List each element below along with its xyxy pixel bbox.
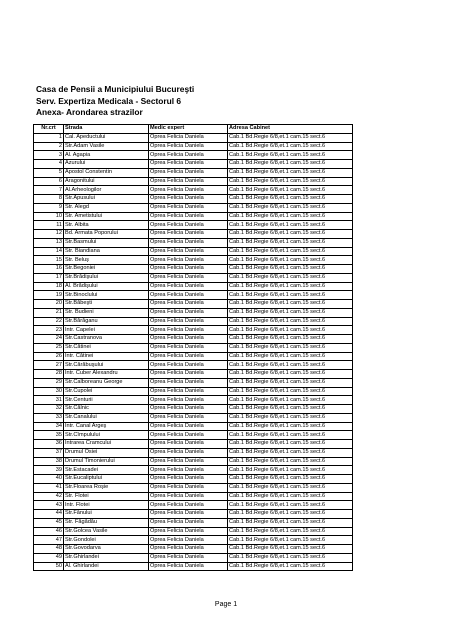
cell-medic: Oprea Felicia Daniela — [149, 466, 228, 475]
cell-strada: Al. Brădişului — [64, 282, 149, 291]
cell-adresa: Cab.1 Bd.Regie 6/8,et.1 cam.15 sect.6 — [228, 562, 353, 571]
cell-nr: 18 — [34, 282, 64, 291]
table-row — [34, 317, 353, 326]
table-row — [34, 396, 353, 405]
cell-adresa: Cab.1 Bd.Regie 6/8,et.1 cam.15 sect.6 — [228, 378, 353, 387]
cell-strada: Apostol Constentin — [64, 168, 149, 177]
cell-strada: Str.Băbeşti — [64, 300, 149, 309]
cell-medic: Oprea Felicia Daniela — [149, 186, 228, 195]
cell-medic: Oprea Felicia Daniela — [149, 300, 228, 309]
table-row — [34, 168, 353, 177]
cell-medic: Oprea Felicia Daniela — [149, 133, 228, 142]
table-row — [34, 256, 353, 265]
cell-strada: Intr. Cătinei — [64, 352, 149, 361]
streets-table — [33, 124, 353, 571]
cell-medic: Oprea Felicia Daniela — [149, 483, 228, 492]
cell-nr: 44 — [34, 510, 64, 519]
cell-adresa: Cab.1 Bd.Regie 6/8,et.1 cam.15 sect.6 — [228, 300, 353, 309]
cell-nr: 22 — [34, 317, 64, 326]
page-number: Page 1 — [214, 601, 238, 608]
cell-strada: Str. Albita — [64, 221, 149, 230]
cell-nr: 25 — [34, 343, 64, 352]
table-row — [34, 335, 353, 344]
table-row — [34, 230, 353, 239]
cell-nr: 39 — [34, 466, 64, 475]
cell-adresa: Cab.1 Bd.Regie 6/8,et.1 cam.15 sect.6 — [228, 370, 353, 379]
cell-medic: Oprea Felicia Daniela — [149, 536, 228, 545]
cell-strada: Str. Flotei — [64, 492, 149, 501]
cell-strada: Al.Arheologilor — [64, 186, 149, 195]
cell-nr: 21 — [34, 308, 64, 317]
cell-nr: 42 — [34, 492, 64, 501]
table-row — [34, 352, 353, 361]
cell-strada: Str. Ametistului — [64, 212, 149, 221]
cell-adresa: Cab.1 Bd.Regie 6/8,et.1 cam.15 sect.6 — [228, 151, 353, 160]
cell-adresa: Cab.1 Bd.Regie 6/8,et.1 cam.15 sect.6 — [228, 273, 353, 282]
cell-nr: 38 — [34, 457, 64, 466]
table-row — [34, 536, 353, 545]
table-row — [34, 203, 353, 212]
cell-strada: Str. Alegd — [64, 203, 149, 212]
cell-strada: Intr. Cuber Alexandru — [64, 370, 149, 379]
cell-adresa: Cab.1 Bd.Regie 6/8,et.1 cam.15 sect.6 — [228, 361, 353, 370]
cell-medic: Oprea Felicia Daniela — [149, 545, 228, 554]
cell-strada: Str.Centurii — [64, 396, 149, 405]
cell-adresa: Cab.1 Bd.Regie 6/8,et.1 cam.15 sect.6 — [228, 545, 353, 554]
cell-strada: Str.Brădişului — [64, 273, 149, 282]
cell-medic: Oprea Felicia Daniela — [149, 308, 228, 317]
cell-nr: 49 — [34, 553, 64, 562]
cell-nr: 1 — [34, 133, 64, 142]
table-row — [34, 133, 353, 142]
table-row — [34, 562, 353, 571]
cell-nr: 37 — [34, 448, 64, 457]
cell-medic: Oprea Felicia Daniela — [149, 247, 228, 256]
cell-nr: 43 — [34, 501, 64, 510]
cell-medic: Oprea Felicia Daniela — [149, 413, 228, 422]
table-row — [34, 291, 353, 300]
cell-medic: Oprea Felicia Daniela — [149, 203, 228, 212]
cell-strada: Cal. Apeductului — [64, 133, 149, 142]
cell-strada: Str.Gondolei — [64, 536, 149, 545]
cell-nr: 40 — [34, 475, 64, 484]
cell-medic: Oprea Felicia Daniela — [149, 221, 228, 230]
table-row — [34, 177, 353, 186]
cell-strada: Intrarea Cramcului — [64, 440, 149, 449]
cell-strada: Str.Estacadei — [64, 466, 149, 475]
cell-nr: 2 — [34, 142, 64, 151]
column-header-medic: Medic expert — [149, 125, 228, 134]
cell-medic: Oprea Felicia Daniela — [149, 238, 228, 247]
cell-strada: Al. Ghirlandei — [64, 562, 149, 571]
cell-adresa: Cab.1 Bd.Regie 6/8,et.1 cam.15 sect.6 — [228, 492, 353, 501]
cell-strada: Aragonitului — [64, 177, 149, 186]
cell-strada: Azurului — [64, 160, 149, 169]
cell-adresa: Cab.1 Bd.Regie 6/8,et.1 cam.15 sect.6 — [228, 448, 353, 457]
cell-medic: Oprea Felicia Daniela — [149, 195, 228, 204]
cell-medic: Oprea Felicia Daniela — [149, 230, 228, 239]
cell-medic: Oprea Felicia Daniela — [149, 422, 228, 431]
table-row — [34, 475, 353, 484]
department-title: Serv. Expertiza Medicala - Sectorul 6 — [36, 95, 182, 106]
cell-adresa: Cab.1 Bd.Regie 6/8,et.1 cam.15 sect.6 — [228, 396, 353, 405]
table-row — [34, 492, 353, 501]
cell-adresa: Cab.1 Bd.Regie 6/8,et.1 cam.15 sect.6 — [228, 203, 353, 212]
cell-adresa: Cab.1 Bd.Regie 6/8,et.1 cam.15 sect.6 — [228, 282, 353, 291]
cell-strada: Drumul Osiei — [64, 448, 149, 457]
cell-medic: Oprea Felicia Daniela — [149, 492, 228, 501]
cell-nr: 16 — [34, 265, 64, 274]
cell-adresa: Cab.1 Bd.Regie 6/8,et.1 cam.15 sect.6 — [228, 212, 353, 221]
cell-adresa: Cab.1 Bd.Regie 6/8,et.1 cam.15 sect.6 — [228, 536, 353, 545]
cell-strada: Str.Basmului — [64, 238, 149, 247]
cell-nr: 33 — [34, 413, 64, 422]
cell-medic: Oprea Felicia Daniela — [149, 326, 228, 335]
cell-nr: 8 — [34, 195, 64, 204]
cell-adresa: Cab.1 Bd.Regie 6/8,et.1 cam.15 sect.6 — [228, 527, 353, 536]
cell-nr: 32 — [34, 405, 64, 414]
cell-strada: Str.Ghirlandei — [64, 553, 149, 562]
cell-adresa: Cab.1 Bd.Regie 6/8,et.1 cam.15 sect.6 — [228, 230, 353, 239]
table-row — [34, 457, 353, 466]
cell-strada: Str.Cătinei — [64, 343, 149, 352]
cell-strada: Str.Castranova — [64, 335, 149, 344]
cell-strada: Str.Golcea Vasile — [64, 527, 149, 536]
cell-nr: 20 — [34, 300, 64, 309]
cell-nr: 35 — [34, 431, 64, 440]
cell-adresa: Cab.1 Bd.Regie 6/8,et.1 cam.15 sect.6 — [228, 518, 353, 527]
table-row — [34, 326, 353, 335]
cell-strada: Intr. Canal Argeş — [64, 422, 149, 431]
cell-adresa: Cab.1 Bd.Regie 6/8,et.1 cam.15 sect.6 — [228, 387, 353, 396]
cell-adresa: Cab.1 Bd.Regie 6/8,et.1 cam.15 sect.6 — [228, 405, 353, 414]
table-row — [34, 300, 353, 309]
cell-medic: Oprea Felicia Daniela — [149, 160, 228, 169]
cell-nr: 17 — [34, 273, 64, 282]
cell-medic: Oprea Felicia Daniela — [149, 168, 228, 177]
table-row — [34, 422, 353, 431]
cell-medic: Oprea Felicia Daniela — [149, 553, 228, 562]
cell-medic: Oprea Felicia Daniela — [149, 562, 228, 571]
cell-medic: Oprea Felicia Daniela — [149, 151, 228, 160]
table-row — [34, 142, 353, 151]
cell-nr: 29 — [34, 378, 64, 387]
cell-adresa: Cab.1 Bd.Regie 6/8,et.1 cam.15 sect.6 — [228, 326, 353, 335]
cell-strada: Str. Biandiana — [64, 247, 149, 256]
cell-medic: Oprea Felicia Daniela — [149, 352, 228, 361]
table-row — [34, 518, 353, 527]
table-row — [34, 413, 353, 422]
cell-medic: Oprea Felicia Daniela — [149, 378, 228, 387]
table-row — [34, 195, 353, 204]
cell-nr: 34 — [34, 422, 64, 431]
cell-nr: 11 — [34, 221, 64, 230]
cell-medic: Oprea Felicia Daniela — [149, 265, 228, 274]
cell-medic: Oprea Felicia Daniela — [149, 510, 228, 519]
cell-adresa: Cab.1 Bd.Regie 6/8,et.1 cam.15 sect.6 — [228, 195, 353, 204]
cell-nr: 23 — [34, 326, 64, 335]
cell-medic: Oprea Felicia Daniela — [149, 387, 228, 396]
table-row — [34, 483, 353, 492]
column-header-strada: Strada — [64, 125, 149, 134]
cell-nr: 26 — [34, 352, 64, 361]
cell-nr: 28 — [34, 370, 64, 379]
cell-nr: 27 — [34, 361, 64, 370]
table-row — [34, 405, 353, 414]
cell-adresa: Cab.1 Bd.Regie 6/8,et.1 cam.15 sect.6 — [228, 238, 353, 247]
cell-nr: 45 — [34, 518, 64, 527]
cell-medic: Oprea Felicia Daniela — [149, 527, 228, 536]
cell-medic: Oprea Felicia Daniela — [149, 212, 228, 221]
document-header — [36, 84, 194, 119]
cell-strada: Str.Cărăbuşului — [64, 361, 149, 370]
column-header-adresa: Adresa Cabinet — [228, 125, 353, 134]
cell-nr: 3 — [34, 151, 64, 160]
table-row — [34, 282, 353, 291]
cell-strada: Str. Budieni — [64, 308, 149, 317]
cell-adresa: Cab.1 Bd.Regie 6/8,et.1 cam.15 sect.6 — [228, 247, 353, 256]
cell-strada: Str.Adam Vasile — [64, 142, 149, 151]
cell-nr: 30 — [34, 387, 64, 396]
cell-adresa: Cab.1 Bd.Regie 6/8,et.1 cam.15 sect.6 — [228, 142, 353, 151]
cell-adresa: Cab.1 Bd.Regie 6/8,et.1 cam.15 sect.6 — [228, 160, 353, 169]
cell-nr: 41 — [34, 483, 64, 492]
cell-strada: Al. Agapia — [64, 151, 149, 160]
cell-nr: 6 — [34, 177, 64, 186]
table-row — [34, 160, 353, 169]
cell-medic: Oprea Felicia Daniela — [149, 343, 228, 352]
cell-nr: 5 — [34, 168, 64, 177]
cell-medic: Oprea Felicia Daniela — [149, 448, 228, 457]
cell-medic: Oprea Felicia Daniela — [149, 431, 228, 440]
table-row — [34, 361, 353, 370]
cell-medic: Oprea Felicia Daniela — [149, 282, 228, 291]
cell-adresa: Cab.1 Bd.Regie 6/8,et.1 cam.15 sect.6 — [228, 457, 353, 466]
table-row — [34, 343, 353, 352]
cell-adresa: Cab.1 Bd.Regie 6/8,et.1 cam.15 sect.6 — [228, 256, 353, 265]
table-row — [34, 440, 353, 449]
table-row — [34, 387, 353, 396]
cell-medic: Oprea Felicia Daniela — [149, 273, 228, 282]
cell-strada: Str. Beluş — [64, 256, 149, 265]
cell-adresa: Cab.1 Bd.Regie 6/8,et.1 cam.15 sect.6 — [228, 431, 353, 440]
cell-nr: 47 — [34, 536, 64, 545]
cell-adresa: Cab.1 Bd.Regie 6/8,et.1 cam.15 sect.6 — [228, 510, 353, 519]
cell-adresa: Cab.1 Bd.Regie 6/8,et.1 cam.15 sect.6 — [228, 553, 353, 562]
cell-adresa: Cab.1 Bd.Regie 6/8,et.1 cam.15 sect.6 — [228, 335, 353, 344]
cell-nr: 4 — [34, 160, 64, 169]
cell-medic: Oprea Felicia Daniela — [149, 405, 228, 414]
table-header-row — [34, 125, 353, 134]
cell-adresa: Cab.1 Bd.Regie 6/8,et.1 cam.15 sect.6 — [228, 265, 353, 274]
cell-nr: 13 — [34, 238, 64, 247]
cell-strada: Str.Floarea Roşie — [64, 483, 149, 492]
cell-nr: 15 — [34, 256, 64, 265]
cell-medic: Oprea Felicia Daniela — [149, 177, 228, 186]
table-row — [34, 238, 353, 247]
cell-medic: Oprea Felicia Daniela — [149, 475, 228, 484]
cell-strada: Str. Făgădău — [64, 518, 149, 527]
cell-strada: Drumul Timonierului — [64, 457, 149, 466]
cell-adresa: Cab.1 Bd.Regie 6/8,et.1 cam.15 sect.6 — [228, 168, 353, 177]
table-row — [34, 247, 353, 256]
table-row — [34, 265, 353, 274]
cell-nr: 46 — [34, 527, 64, 536]
cell-strada: Str.Fânului — [64, 510, 149, 519]
cell-medic: Oprea Felicia Daniela — [149, 370, 228, 379]
cell-strada: Str.Binoclului — [64, 291, 149, 300]
cell-strada: Str.Calboreanu George — [64, 378, 149, 387]
cell-strada: Str.Bărăganu — [64, 317, 149, 326]
cell-nr: 10 — [34, 212, 64, 221]
cell-strada: Str.Begoniei — [64, 265, 149, 274]
cell-adresa: Cab.1 Bd.Regie 6/8,et.1 cam.15 sect.6 — [228, 317, 353, 326]
cell-nr: 19 — [34, 291, 64, 300]
cell-medic: Oprea Felicia Daniela — [149, 361, 228, 370]
cell-medic: Oprea Felicia Daniela — [149, 256, 228, 265]
cell-medic: Oprea Felicia Daniela — [149, 335, 228, 344]
table-row — [34, 273, 353, 282]
cell-strada: Str.Apusului — [64, 195, 149, 204]
cell-medic: Oprea Felicia Daniela — [149, 396, 228, 405]
cell-strada: Str.Călnic — [64, 405, 149, 414]
cell-strada: Str.Govodarva — [64, 545, 149, 554]
cell-nr: 50 — [34, 562, 64, 571]
cell-medic: Oprea Felicia Daniela — [149, 291, 228, 300]
cell-medic: Oprea Felicia Daniela — [149, 142, 228, 151]
cell-adresa: Cab.1 Bd.Regie 6/8,et.1 cam.15 sect.6 — [228, 352, 353, 361]
table-row — [34, 545, 353, 554]
column-header-nr: Nr.crt — [34, 125, 64, 134]
cell-adresa: Cab.1 Bd.Regie 6/8,et.1 cam.15 sect.6 — [228, 466, 353, 475]
annex-title: Anexa- Arondarea strazilor — [36, 107, 143, 117]
cell-strada: Bd. Armata Poporului — [64, 230, 149, 239]
cell-medic: Oprea Felicia Daniela — [149, 518, 228, 527]
cell-strada: Intr. Capelei — [64, 326, 149, 335]
cell-adresa: Cab.1 Bd.Regie 6/8,et.1 cam.15 sect.6 — [228, 422, 353, 431]
cell-strada: Str.Cupolei — [64, 387, 149, 396]
table-row — [34, 186, 353, 195]
table-row — [34, 378, 353, 387]
table-row — [34, 212, 353, 221]
cell-nr: 31 — [34, 396, 64, 405]
cell-nr: 36 — [34, 440, 64, 449]
cell-adresa: Cab.1 Bd.Regie 6/8,et.1 cam.15 sect.6 — [228, 221, 353, 230]
cell-strada: Str.Cîmpulului — [64, 431, 149, 440]
table-row — [34, 510, 353, 519]
table-row — [34, 527, 353, 536]
cell-adresa: Cab.1 Bd.Regie 6/8,et.1 cam.15 sect.6 — [228, 177, 353, 186]
table-body — [34, 133, 353, 571]
cell-medic: Oprea Felicia Daniela — [149, 501, 228, 510]
cell-medic: Oprea Felicia Daniela — [149, 457, 228, 466]
cell-strada: Intr. Flotei — [64, 501, 149, 510]
table-row — [34, 501, 353, 510]
cell-nr: 14 — [34, 247, 64, 256]
cell-adresa: Cab.1 Bd.Regie 6/8,et.1 cam.15 sect.6 — [228, 475, 353, 484]
table-row — [34, 448, 353, 457]
table-row — [34, 221, 353, 230]
cell-adresa: Cab.1 Bd.Regie 6/8,et.1 cam.15 sect.6 — [228, 501, 353, 510]
cell-adresa: Cab.1 Bd.Regie 6/8,et.1 cam.15 sect.6 — [228, 343, 353, 352]
cell-adresa: Cab.1 Bd.Regie 6/8,et.1 cam.15 sect.6 — [228, 440, 353, 449]
table-row — [34, 466, 353, 475]
cell-adresa: Cab.1 Bd.Regie 6/8,et.1 cam.15 sect.6 — [228, 291, 353, 300]
institution-title: Casa de Pensii a Municipiului Bucureşti — [36, 84, 195, 94]
table-row — [34, 151, 353, 160]
cell-nr: 48 — [34, 545, 64, 554]
cell-adresa: Cab.1 Bd.Regie 6/8,et.1 cam.15 sect.6 — [228, 308, 353, 317]
cell-strada: Str.Canalului — [64, 413, 149, 422]
table-row — [34, 370, 353, 379]
table-row — [34, 431, 353, 440]
cell-adresa: Cab.1 Bd.Regie 6/8,et.1 cam.15 sect.6 — [228, 133, 353, 142]
cell-adresa: Cab.1 Bd.Regie 6/8,et.1 cam.15 sect.6 — [228, 413, 353, 422]
cell-medic: Oprea Felicia Daniela — [149, 317, 228, 326]
cell-adresa: Cab.1 Bd.Regie 6/8,et.1 cam.15 sect.6 — [228, 483, 353, 492]
cell-nr: 12 — [34, 230, 64, 239]
cell-nr: 24 — [34, 335, 64, 344]
table-row — [34, 308, 353, 317]
cell-strada: Str.Eucaliptului — [64, 475, 149, 484]
cell-nr: 7 — [34, 186, 64, 195]
cell-nr: 9 — [34, 203, 64, 212]
cell-medic: Oprea Felicia Daniela — [149, 440, 228, 449]
cell-adresa: Cab.1 Bd.Regie 6/8,et.1 cam.15 sect.6 — [228, 186, 353, 195]
table-row — [34, 553, 353, 562]
